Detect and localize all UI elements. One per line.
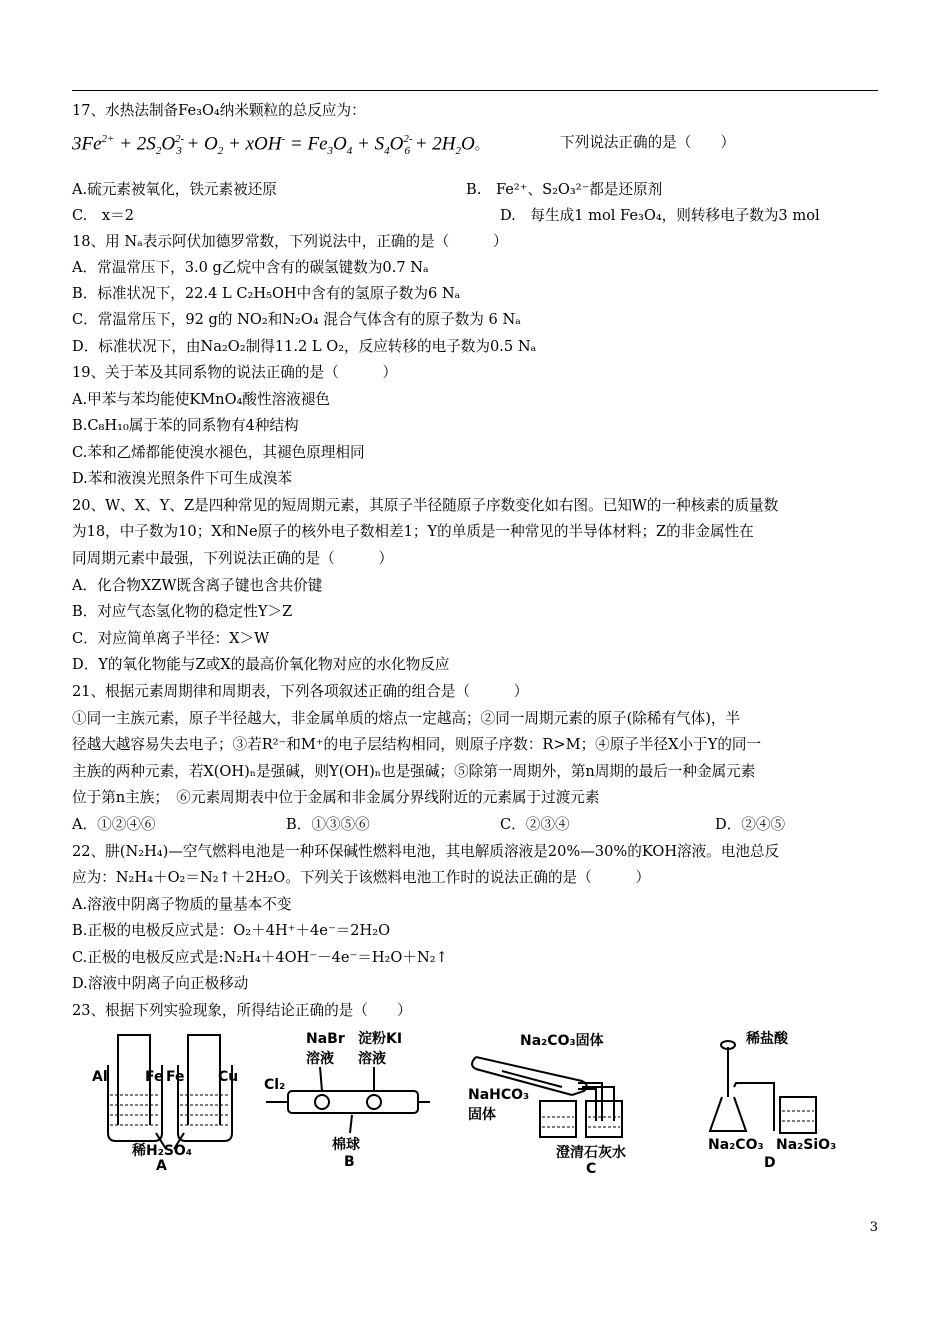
q22-option-d: D.溶液中阴离子向正极移动 — [72, 975, 249, 992]
q20-option-d: D．Y的氧化物能与Z或X的最高价氧化物对应的水化物反应 — [72, 656, 450, 673]
q22-option-c: C.正极的电极反应式是:N₂H₄＋4OH⁻－4e⁻＝H₂O＋N₂↑ — [72, 949, 448, 966]
q18-option-d: D．标准状况下，由Na₂O₂制得11.2 L O₂，反应转移的电子数为0.5 Nₐ — [72, 338, 537, 355]
q21-option-a: A．①②④⑥ — [72, 816, 156, 833]
fig-c-na2co3-label: Na₂CO₃固体 — [520, 1033, 604, 1049]
q17-option-d: D. 每生成1 mol Fe₃O₄，则转移电子数为3 mol — [500, 207, 820, 224]
fig-d-na2sio3-label: Na₂SiO₃ — [776, 1137, 837, 1153]
page-number: 3 — [869, 1220, 878, 1235]
q20-line-1: 20、W、X、Y、Z是四种常见的短周期元素，其原子半径随原子序数变化如右图。已知W的一种核素的质量数 — [72, 497, 779, 514]
q17-option-a: A.硫元素被氧化，铁元素被还原 — [72, 181, 277, 198]
q21-line-3: 主族的两种元素，若X(OH)ₙ是强碱，则Y(OH)ₙ也是强碱；⑤除第一周期外，第n周期的最后一种金属元素 — [72, 763, 756, 780]
q18-option-c: C．常温常压下，92 g的 NO₂和N₂O₄ 混合气体含有的原子数为 6 Nₐ — [72, 311, 521, 328]
q22-line-2: 应为：N₂H₄＋O₂＝N₂↑＋2H₂O。下列关于该燃料电池工作时的说法正确的是（ ） — [72, 869, 651, 886]
q19-option-b: B.C₈H₁₀属于苯的同系物有4种结构 — [72, 417, 299, 434]
fig-a-fe-left-label: Fe — [145, 1069, 164, 1085]
q18-option-b: B．标准状况下，22.4 L C₂H₅OH中含有的氢原子数为6 Nₐ — [72, 285, 461, 302]
q20-option-b: B．对应气态氢化物的稳定性Y＞Z — [72, 603, 293, 620]
figure-a-galvanic-cells — [90, 1025, 250, 1170]
fig-c-caption: C — [586, 1161, 597, 1175]
fig-b-cotton-label: 棉球 — [332, 1137, 360, 1153]
q21-option-b: B．①③⑤⑥ — [286, 816, 370, 833]
q21-option-c: C．②③④ — [500, 816, 570, 833]
fig-d-hcl-label: 稀盐酸 — [746, 1031, 788, 1047]
q19-stem: 19、关于苯及其同系物的说法正确的是（ ） — [72, 364, 398, 381]
fig-c-nahco3-label: NaHCO₃ — [468, 1087, 530, 1103]
q20-option-a: A．化合物XZW既含离子键也含共价键 — [72, 577, 323, 594]
q21-stem: 21、根据元素周期律和周期表，下列各项叙述正确的组合是（ ） — [72, 683, 529, 700]
figure-c-heating-test — [462, 1025, 672, 1175]
q17-option-c: C. x＝2 — [72, 207, 134, 224]
q21-option-d: D．②④⑤ — [715, 816, 786, 833]
fig-a-caption: A — [156, 1158, 167, 1170]
q21-line-1: ①同一主族元素，原子半径越大，非金属单质的熔点一定越高；②同一周期元素的原子(除稀有气体)，半 — [72, 710, 741, 727]
q20-option-c: C．对应简单离子半径：X＞W — [72, 630, 270, 647]
fig-d-caption: D — [764, 1155, 776, 1171]
q21-line-2: 径越大越容易失去电子；③若R²⁻和M⁺的电子层结构相同，则原子序数：R>M；④原子半径X小于Y的同一 — [72, 736, 762, 753]
fig-b-cl2-label: Cl₂ — [264, 1077, 286, 1093]
q19-option-d: D.苯和液溴光照条件下可生成溴苯 — [72, 470, 293, 487]
fig-b-solution-right: 溶液 — [358, 1051, 386, 1067]
fig-d-na2co3-label: Na₂CO₃ — [708, 1137, 764, 1153]
fig-a-acid-label: 稀H₂SO₄ — [132, 1143, 192, 1159]
fig-b-solution-left: 溶液 — [306, 1051, 334, 1067]
q20-line-2: 为18，中子数为10；X和Ne原子的核外电子数相差1；Y的单质是一种常见的半导体材料；Z的非金属性在 — [72, 523, 754, 540]
q22-line-1: 22、肼(N₂H₄)—空气燃料电池是一种环保碱性燃料电池，其电解质溶液是20%—30%的KOH溶液。电池总反 — [72, 843, 780, 860]
fig-a-fe-right-label: Fe — [166, 1069, 185, 1085]
fig-b-caption: B — [344, 1154, 355, 1170]
q19-option-c: C.苯和乙烯都能使溴水褪色，其褪色原理相同 — [72, 444, 365, 461]
figure-b-halogen-tube — [262, 1025, 432, 1170]
q17-equation: $3Fe^{2+} + 2S_2O^{2-}_3 + O_2 + xOH^- = Fe_3O_4 + S_4O^{2-}_6 + 2H_2O$。 — [72, 133, 489, 158]
fig-b-starch-label: 淀粉KI — [358, 1031, 403, 1047]
fig-b-nabr-label: NaBr — [306, 1031, 345, 1047]
q23-stem: 23、根据下列实验现象，所得结论正确的是（ ） — [72, 1002, 412, 1019]
q19-option-a: A.甲苯与苯均能使KMnO₄酸性溶液褪色 — [72, 391, 330, 408]
fig-a-cu-label: Cu — [218, 1069, 239, 1085]
q20-line-3: 同周期元素中最强，下列说法正确的是（ ） — [72, 550, 394, 567]
fig-c-limewater-label: 澄清石灰水 — [556, 1145, 626, 1161]
header-rule — [72, 90, 878, 91]
q22-option-b: B.正极的电极反应式是：O₂＋4H⁺＋4e⁻＝2H₂O — [72, 922, 391, 939]
figure-d-acid-strength — [706, 1025, 841, 1175]
q17-option-b: B. Fe²⁺、S₂O₃²⁻都是还原剂 — [466, 181, 663, 198]
q17-stem: 17、水热法制备Fe₃O₄纳米颗粒的总反应为： — [72, 102, 366, 119]
q17-tail: 下列说法正确的是（ ） — [560, 134, 736, 151]
q18-option-a: A．常温常压下，3.0 g乙烷中含有的碳氢键数为0.7 Nₐ — [72, 259, 429, 276]
q18-stem: 18、用 Nₐ表示阿伏加德罗常数，下列说法中，正确的是（ ） — [72, 233, 508, 250]
fig-c-solid-label: 固体 — [468, 1107, 496, 1123]
q22-option-a: A.溶液中阴离子物质的量基本不变 — [72, 896, 292, 913]
fig-a-al-label: Al — [92, 1069, 108, 1085]
q21-line-4: 位于第n主族； ⑥元素周期表中位于金属和非金属分界线附近的元素属于过渡元素 — [72, 789, 600, 806]
